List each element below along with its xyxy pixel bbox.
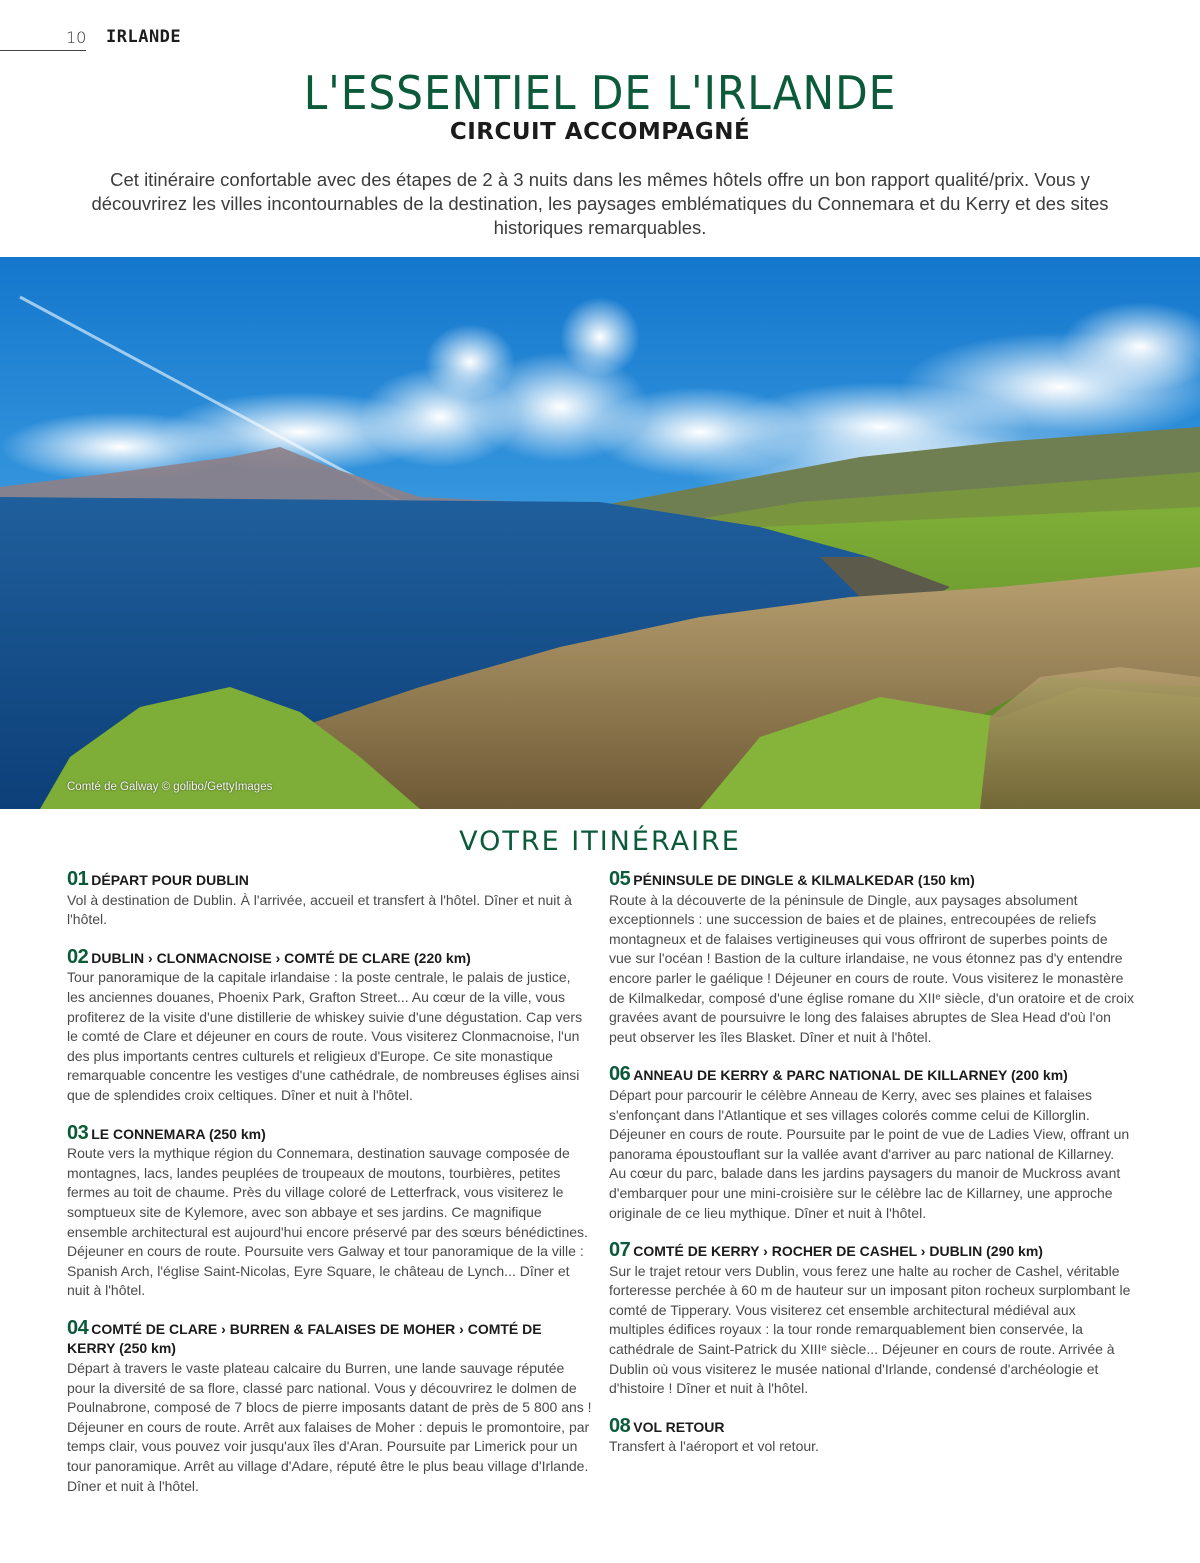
day-number: 08	[609, 1414, 631, 1437]
day-heading: DUBLIN › CLONMACNOISE › COMTÉ DE CLARE (220 km)	[91, 949, 471, 966]
day-description: Route vers la mythique région du Connemara, destination sauvage composée de montagnes, lacs, landes peuplées de troupeaux de moutons, tourbières, petites fermes au toit de chaume. Près du village coloré de Letterfrack, vous visiterez le somptueux site de Kylemore, avec son abbaye et ses jardins. Ce magnifique ensemble architectural est aujourd'hui encore préservé par des sœurs bénédictines. Déjeuner en cours de route. Poursuite vers Galway et tour panoramique de la ville : Spanish Arch, l'église Saint-Nicolas, Eyre Square, le château de Lynch... Dîner et nuit à l'hôtel.	[67, 1145, 588, 1299]
hero-photo	[0, 257, 1200, 809]
day-heading: COMTÉ DE CLARE › BURREN & FALAISES DE MOHER › COMTÉ DE KERRY (250 km)	[67, 1320, 542, 1357]
day-heading: COMTÉ DE KERRY › ROCHER DE CASHEL › DUBLIN (290 km)	[633, 1243, 1043, 1260]
day-heading: ANNEAU DE KERRY & PARC NATIONAL DE KILLARNEY (200 km)	[633, 1067, 1068, 1084]
day-description: Transfert à l'aéroport et vol retour.	[609, 1438, 819, 1455]
day-number: 07	[609, 1239, 631, 1262]
itinerary-day	[67, 1121, 592, 1301]
day-description: Départ pour parcourir le célèbre Anneau de Kerry, avec ses plaines et falaises s'enfonçant dans l'Atlantique et ses villages colorés comme celui de Killorglin. Déjeuner en cours de route. Poursuite par le point de vue de Ladies View, offrant un panorama époustouflant sur la vallée avant d'arriver au parc national de Killarney. Au cœur du parc, balade dans les jardins paysagers du manoir de Muckross avant d'embarquer pour une mini-croisière sur le célèbre lac de Killarney, une approche originale de ce lieu mythique. Dîner et nuit à l'hôtel.	[609, 1086, 1130, 1221]
page-header	[0, 26, 400, 56]
itinerary-column-left	[67, 870, 592, 1514]
itinerary-day	[67, 945, 592, 1106]
itinerary-day	[609, 1241, 1134, 1399]
page-number: 10	[66, 28, 87, 47]
photo-credit: Comté de Galway © golibo/GettyImages	[67, 781, 273, 793]
day-description: Départ à travers le vaste plateau calcaire du Burren, une lande sauvage réputée pour la diversité de sa flore, classé parc national. Vous y découvrirez le dolmen de Poulnabrone, composé de 7 blocs de pierre imposants datant de près de 5 800 ans ! Déjeuner en cours de route. Arrêt aux falaises de Moher : depuis le promontoire, par temps clair, vous pouvez voir jusqu'aux îles d'Aran. Poursuite par Limerick pour un tour panoramique. Arrêt au village d'Adare, réputé être le plus beau village d'Irlande. Dîner et nuit à l'hôtel.	[67, 1360, 592, 1494]
day-number: 01	[67, 868, 89, 890]
day-description: Vol à destination de Dublin. À l'arrivée, accueil et transfert à l'hôtel. Dîner et nuit à l'hôtel.	[67, 891, 572, 928]
itinerary-title: VOTRE ITINÉRAIRE	[459, 826, 741, 857]
title-block	[0, 66, 1200, 146]
day-number: 04	[67, 1316, 89, 1339]
itinerary-day	[67, 870, 592, 930]
day-number: 02	[67, 945, 89, 968]
itinerary-day	[609, 1414, 1134, 1457]
day-description: Route à la découverte de la péninsule de Dingle, aux paysages absolument exceptionnels : une succession de baies et de plaines, entrecoupées de reliefs montagneux et de falaises vertigineuses qui vous offriront de superbes points de vue sur l'océan ! Bastion de la culture irlandaise, ne vous étonnez pas d'y entendre encore parler le gaélique ! Déjeuner en cours de route. Vous visiterez le monastère de Kilmalkedar, composé d'une église romane du XIIᵉ siècle, d'un oratoire et de croix gravées avant de poursuivre le long des falaises abruptes de Slea Head d'où l'on peut observer les îles Blasket. Dîner et nuit à l'hôtel.	[609, 891, 1134, 1045]
section-name: IRLANDE	[106, 27, 182, 47]
intro-paragraph: Cet itinéraire confortable avec des étapes de 2 à 3 nuits dans les mêmes hôtels offre un bon rapport qualité/prix. Vous y découvrirez les villes incontournables de la destination, les paysages emblématiques du Connemara et du Kerry et des sites historiques remarquables.	[91, 169, 1109, 238]
day-number: 05	[609, 868, 631, 890]
page-title: L'ESSENTIEL DE L'IRLANDE	[303, 66, 897, 120]
day-description: Tour panoramique de la capitale irlandaise : la poste centrale, le palais de justice, les anciennes douanes, Phoenix Park, Grafton Street... Au cœur de la ville, vous profiterez de la visite d'une distillerie de whiskey suivie d'une dégustation. Cap vers le comté de Clare et déjeuner en cours de route. Vous visiterez Clonmacnoise, l'un des plus importants centres culturels et religieux d'Europe. Ce site monastique remarquable concentre les vestiges d'une cathédrale, de nombreuses églises ainsi que de splendides croix celtiques. Dîner et nuit à l'hôtel.	[67, 969, 583, 1103]
itinerary-day	[609, 1065, 1134, 1223]
itinerary-column-right	[609, 870, 1134, 1475]
day-heading: LE CONNEMARA (250 km)	[91, 1125, 266, 1142]
page-subtitle: CIRCUIT ACCOMPAGNÉ	[449, 119, 751, 145]
day-heading: VOL RETOUR	[633, 1418, 725, 1435]
day-heading: PÉNINSULE DE DINGLE & KILMALKEDAR (150 km)	[633, 872, 975, 888]
itinerary-day	[67, 1316, 592, 1496]
day-description: Sur le trajet retour vers Dublin, vous ferez une halte au rocher de Cashel, véritable forteresse perchée à 60 m de hauteur sur un imposant piton rocheux surplombant le comté de Tipperary. Vous visiterez cet ensemble architectural médiéval aux multiples édifices royaux : la tour ronde remarquablement bien conservée, la cathédrale de Saint-Patrick du XIIIᵉ siècle... Déjeuner en cours de route. Arrivée à Dublin où vous visiterez le musée national d'Irlande, condensé d'archéologie et d'histoire ! Dîner et nuit à l'hôtel.	[609, 1262, 1131, 1397]
landscape-illustration	[0, 257, 1200, 809]
day-number: 06	[609, 1063, 631, 1086]
header-divider	[0, 50, 86, 51]
day-number: 03	[67, 1121, 89, 1144]
itinerary-day	[609, 870, 1134, 1047]
day-heading: DÉPART POUR DUBLIN	[91, 872, 249, 888]
